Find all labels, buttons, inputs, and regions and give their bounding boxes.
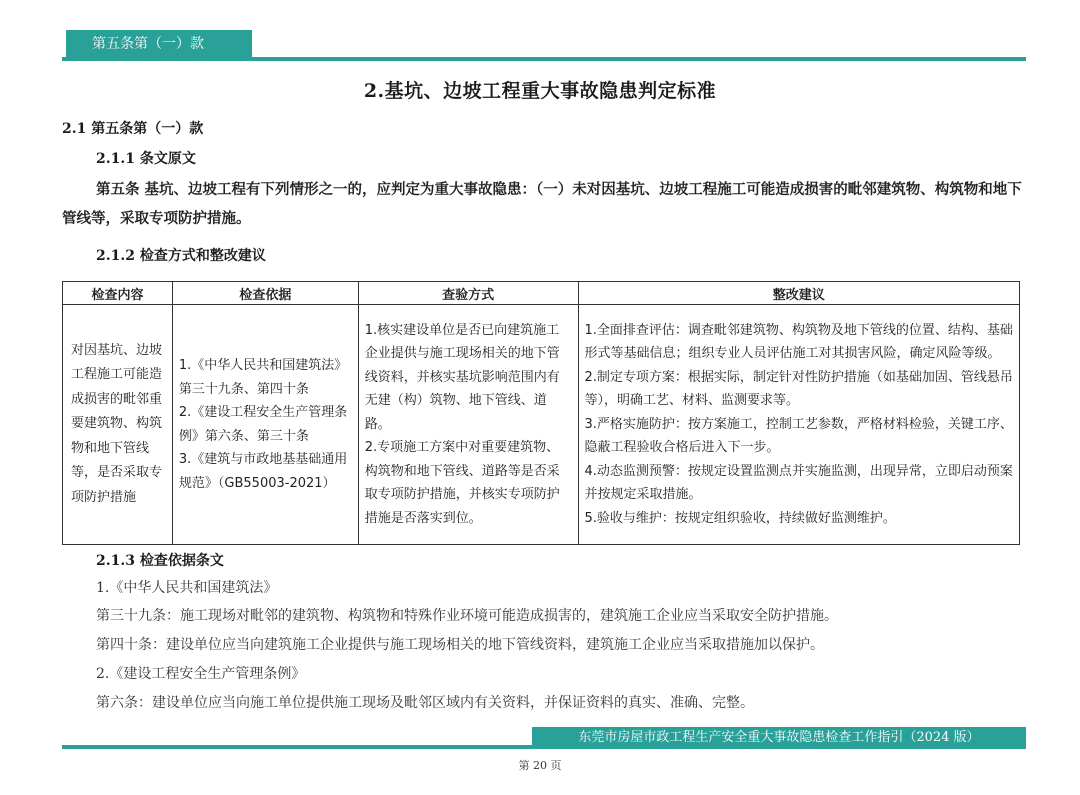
header-suggestion: 整改建议 xyxy=(578,282,1019,305)
cell-method xyxy=(358,305,578,545)
header-divider xyxy=(62,57,1026,61)
basis-item: 2.《建设工程安全生产管理条例》第六条、第三十条 xyxy=(178,405,348,444)
header-tab: 第五条第（一）款 xyxy=(66,30,252,58)
footer-tab: 东莞市房屋市政工程生产安全重大事故隐患检查工作指引（2024 版） xyxy=(532,727,1026,748)
inspection-table xyxy=(62,281,1020,545)
subsection-heading-inspection: 2.1.2 检查方式和整改建议 xyxy=(96,248,266,264)
table-row xyxy=(63,305,1020,545)
header-content: 检查内容 xyxy=(63,282,173,305)
cell-basis xyxy=(172,305,358,545)
footer-divider xyxy=(62,745,1026,749)
header-method: 查验方式 xyxy=(358,282,578,305)
suggestion-item: 5.验收与维护：按规定组织验收，持续做好监测维护。 xyxy=(584,510,896,526)
law-article: 第六条：建设单位应当向施工单位提供施工现场及毗邻区域内有关资料，并保证资料的真实、准确、完整。 xyxy=(96,695,754,711)
basis-item: 1.《中华人民共和国建筑法》第三十九条、第四十条 xyxy=(178,358,348,397)
page-number: 第 20 页 xyxy=(518,759,562,772)
basis-item: 3.《建筑与市政地基基础通用规范》（GB55003-2021） xyxy=(178,452,348,491)
subsection-heading-basis: 2.1.3 检查依据条文 xyxy=(96,553,224,569)
method-item: 2.专项施工方案中对重要建筑物、构筑物和地下管线、道路等是否采取专项防护措施，并核实专项防护措施是否落实到位。 xyxy=(364,440,560,526)
law-article: 第三十九条：施工现场对毗邻的建筑物、构筑物和特殊作业环境可能造成损害的，建筑施工企业应当采取安全防护措施。 xyxy=(96,608,838,624)
method-item: 1.核实建设单位是否已向建筑施工企业提供与施工现场相关的地下管线资料，并核实基坑影响范围内有无建（构）筑物、地下管线、道路。 xyxy=(364,322,560,432)
law-title: 2.《建设工程安全生产管理条例》 xyxy=(96,666,306,682)
suggestion-item: 4.动态监测预警：按规定设置监测点并实施监测，出现异常，立即启动预案并按规定采取措施。 xyxy=(584,463,1013,503)
law-title: 1.《中华人民共和国建筑法》 xyxy=(96,580,278,596)
header-basis: 检查依据 xyxy=(172,282,358,305)
table-header-row xyxy=(63,282,1020,305)
page-title: 2.基坑、边坡工程重大事故隐患判定标准 xyxy=(363,80,717,102)
law-article: 第四十条：建设单位应当向建筑施工企业提供与施工现场相关的地下管线资料，建筑施工企业应当采取措施加以保护。 xyxy=(96,637,824,653)
suggestion-item: 3.严格实施防护：按方案施工，控制工艺参数，严格材料检验，关键工序、隐蔽工程验收合格后进入下一步。 xyxy=(584,416,1013,456)
cell-content: 对因基坑、边坡工程施工可能造成损害的毗邻重要建筑物、构筑物和地下管线等，是否采取专项防护措施 xyxy=(63,305,173,545)
subsection-heading-original-text: 2.1.1 条文原文 xyxy=(96,151,196,167)
article-text: 第五条 基坑、边坡工程有下列情形之一的，应判定为重大事故隐患：（一）未对因基坑、边坡工程施工可能造成损害的毗邻建筑物、构筑物和地下管线等，采取专项防护措施。 xyxy=(62,181,1022,227)
suggestion-item: 1.全面排查评估：调查毗邻建筑物、构筑物及地下管线的位置、结构、基础形式等基础信息；组织专业人员评估施工对其损害风险，确定风险等级。 xyxy=(584,322,1013,362)
cell-suggestion xyxy=(578,305,1019,545)
suggestion-item: 2.制定专项方案：根据实际，制定针对性防护措施（如基础加固、管线悬吊等），明确工艺、材料、监测要求等。 xyxy=(584,369,1013,409)
section-heading: 2.1 第五条第（一）款 xyxy=(62,121,204,137)
